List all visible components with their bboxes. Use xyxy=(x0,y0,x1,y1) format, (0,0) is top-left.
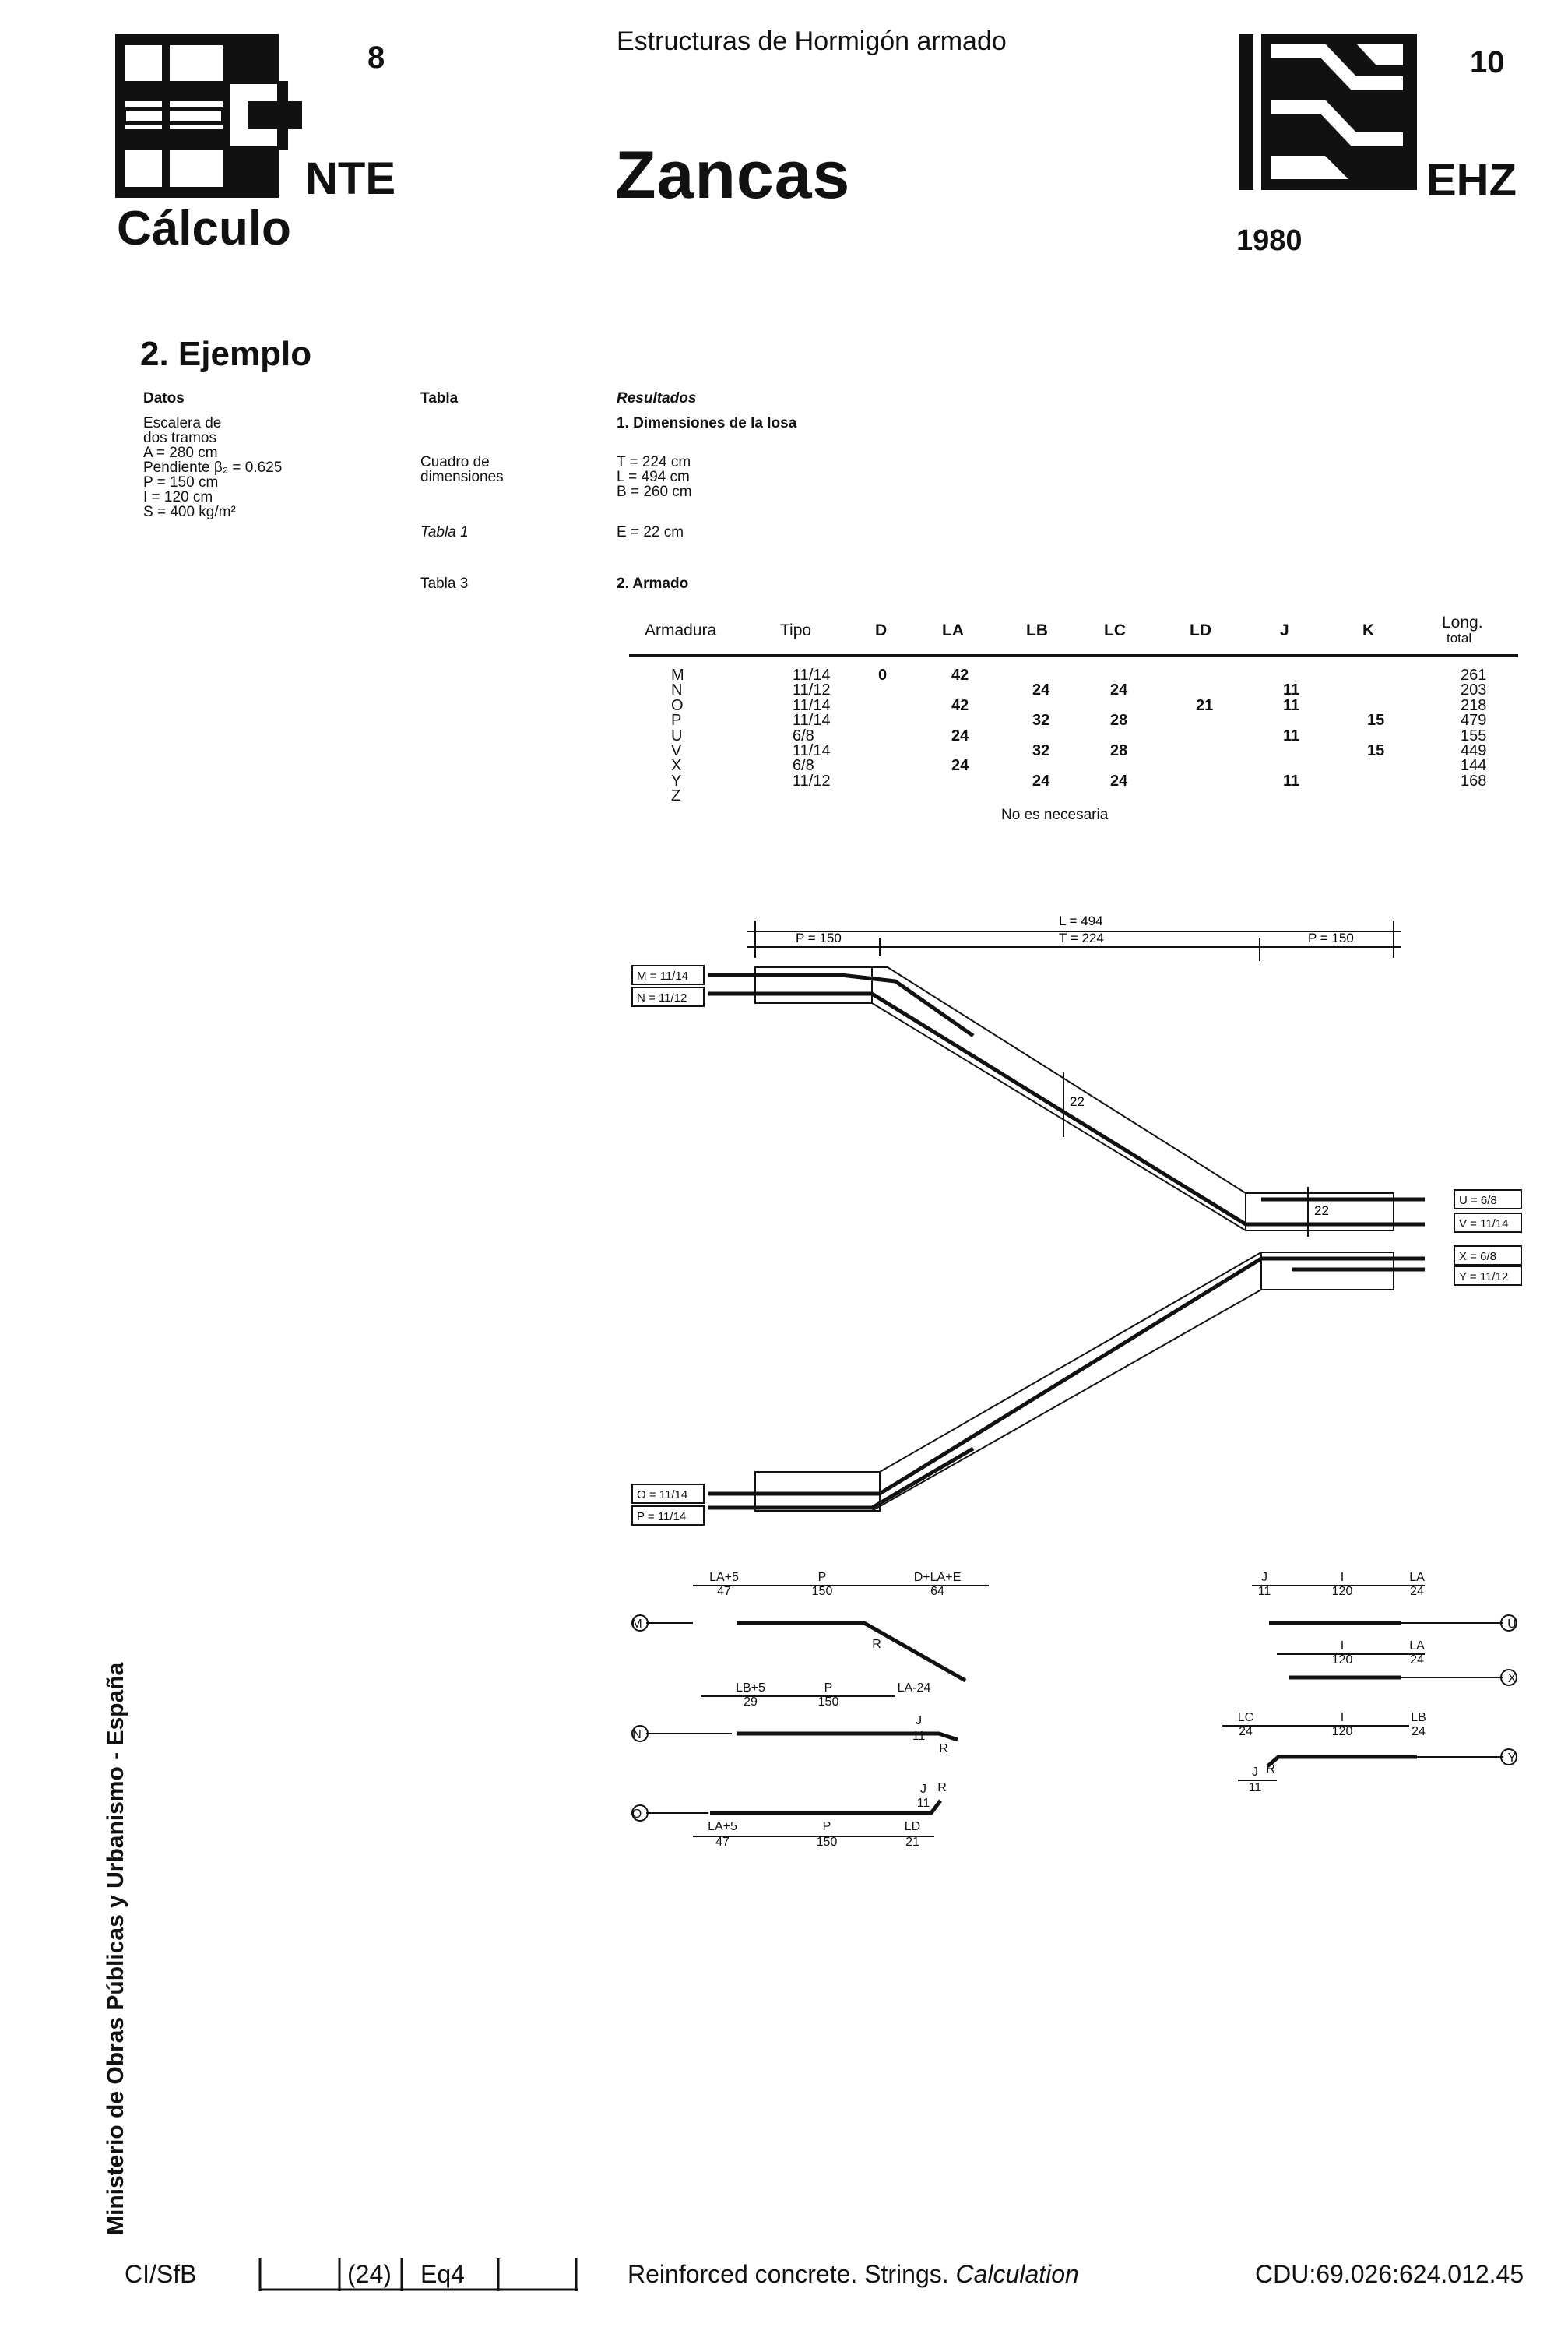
armado-cell-j: 11 xyxy=(1283,727,1300,745)
bar-m-d3: D+LA+E xyxy=(913,1571,962,1584)
resultados-label: Resultados xyxy=(617,390,697,407)
bar-x-d2: I xyxy=(1340,1639,1345,1653)
armado-cell-la: 24 xyxy=(951,757,969,775)
armado-cell-la: 42 xyxy=(951,696,969,714)
datos-line: Pendiente β₂ = 0.625 xyxy=(143,459,283,476)
page-number-right: 10 xyxy=(1470,45,1505,79)
armado-cell-la: 42 xyxy=(951,667,969,684)
bar-o-v2: 150 xyxy=(816,1836,838,1849)
section-title: 2. Ejemplo xyxy=(140,335,312,373)
bar-y-v3: 24 xyxy=(1412,1725,1426,1738)
dimensiones-block xyxy=(617,455,692,499)
armado-cell-k: 15 xyxy=(1367,742,1385,759)
bar-m-v2: 150 xyxy=(811,1585,833,1598)
footer-cisfb: CI/SfB xyxy=(125,2260,197,2288)
bar-u-d3: LA xyxy=(1409,1571,1425,1584)
col-header-lc: LC xyxy=(1104,621,1126,639)
dim-l-text: L = 494 xyxy=(1059,914,1103,928)
bar-n-r: R xyxy=(939,1742,948,1755)
bar-o-v4: 11 xyxy=(916,1797,930,1810)
tabla-label: Tabla xyxy=(420,390,459,407)
col-header-total: total xyxy=(1447,631,1472,646)
footer-cdu: CDU:69.026:624.012.45 xyxy=(1255,2260,1524,2288)
armado-cell-lc: 28 xyxy=(1110,712,1128,730)
armado-cell-armadura: X xyxy=(671,757,682,775)
bar-n-d4: J xyxy=(916,1714,922,1727)
bar-u-v3: 24 xyxy=(1410,1585,1424,1598)
bar-m-d2: P xyxy=(817,1571,827,1584)
armado-cell-tipo: 11/14 xyxy=(793,667,831,684)
bar-n-v4: 11 xyxy=(912,1730,926,1743)
armado-cell-lc: 28 xyxy=(1110,742,1128,759)
armado-cell-armadura: N xyxy=(671,681,683,699)
bar-n-d1: LB+5 xyxy=(736,1681,765,1695)
tabla1-ref: Tabla 1 xyxy=(420,524,469,540)
footer-english xyxy=(628,2260,1079,2289)
dim-line: L = 494 cm xyxy=(617,469,690,485)
bar-o-d3: LD xyxy=(904,1820,921,1833)
bar-x-v3: 24 xyxy=(1410,1653,1424,1667)
armado-cell-armadura: U xyxy=(671,727,683,745)
label-y: Y = 11/12 xyxy=(1459,1270,1509,1283)
bar-mark-n: N xyxy=(632,1728,642,1741)
label-x: X = 6/8 xyxy=(1459,1250,1496,1263)
col-header-lb: LB xyxy=(1026,621,1048,639)
footer-code-2: Eq4 xyxy=(420,2260,465,2288)
footer-english-italic: Calculation xyxy=(955,2260,1079,2288)
footer-code-1: (24) xyxy=(347,2260,392,2288)
tabla-block xyxy=(420,455,504,484)
bar-u-v1: 11 xyxy=(1257,1585,1271,1598)
armado-cell-long: 449 xyxy=(1461,742,1487,759)
bar-m-v1: 47 xyxy=(717,1585,731,1598)
col-header-tipo: Tipo xyxy=(780,621,812,639)
armado-cell-armadura: P xyxy=(671,712,682,730)
col-header-armadura: Armadura xyxy=(645,621,717,639)
dim-p1-text: P = 150 xyxy=(796,931,842,945)
bar-y-v4: 11 xyxy=(1248,1781,1262,1794)
armado-cell-d: 0 xyxy=(878,667,888,684)
armado-cell-j: 11 xyxy=(1283,772,1300,790)
subtitle: Cálculo xyxy=(117,202,291,255)
bar-x-v2: 120 xyxy=(1331,1653,1353,1667)
col-header-long: Long. xyxy=(1442,614,1483,632)
bar-u-v2: 120 xyxy=(1331,1585,1353,1598)
col-header-k: K xyxy=(1362,621,1375,639)
armado-cell-la: 24 xyxy=(951,727,969,745)
e-value: E = 22 cm xyxy=(617,524,684,540)
bar-o-d2: P xyxy=(822,1820,831,1833)
datos-line: dos tramos xyxy=(143,430,216,446)
dim-t-text: T = 224 xyxy=(1059,931,1104,945)
thickness-text-2: 22 xyxy=(1314,1203,1329,1218)
bar-y-d1: LC xyxy=(1237,1711,1254,1724)
bar-mark-u: U xyxy=(1507,1618,1517,1631)
armado-cell-lb: 32 xyxy=(1032,712,1050,730)
ehz-logo xyxy=(1239,34,1419,190)
armado-cell-lb: 24 xyxy=(1032,681,1050,699)
bar-o-d1: LA+5 xyxy=(708,1820,737,1833)
armado-cell-lb: 32 xyxy=(1032,742,1050,759)
bar-y-v1: 24 xyxy=(1239,1725,1253,1738)
label-v: V = 11/14 xyxy=(1459,1217,1509,1230)
armado-cell-tipo: 11/12 xyxy=(793,681,831,699)
armado-cell-k: 15 xyxy=(1367,712,1385,730)
label-m: M = 11/14 xyxy=(637,970,689,983)
datos-line: P = 150 cm xyxy=(143,474,219,491)
datos-block xyxy=(143,416,282,519)
dim-p2-text: P = 150 xyxy=(1308,931,1354,945)
year: 1980 xyxy=(1236,224,1303,257)
bar-m-d1: LA+5 xyxy=(709,1571,739,1584)
series-title: Estructuras de Hormigón armado xyxy=(617,26,1007,56)
armado-cell-long: 155 xyxy=(1461,727,1487,745)
datos-line: A = 280 cm xyxy=(143,445,218,461)
bar-y-d4: J xyxy=(1252,1765,1258,1779)
bar-x-d3: LA xyxy=(1409,1639,1425,1653)
dimensiones-heading: 1. Dimensiones de la losa xyxy=(617,415,797,431)
armado-cell-tipo: 6/8 xyxy=(793,757,814,775)
tabla-line: Cuadro de xyxy=(420,454,490,470)
bar-n-d3: LA-24 xyxy=(897,1681,931,1695)
dim-line: B = 260 cm xyxy=(617,484,692,500)
datos-line: Escalera de xyxy=(143,415,222,431)
datos-line: I = 120 cm xyxy=(143,489,213,505)
nte-logo xyxy=(115,34,302,198)
code-label: EHZ xyxy=(1426,155,1517,206)
col-header-ld: LD xyxy=(1190,621,1211,639)
armado-cell-long: 218 xyxy=(1461,696,1487,714)
bar-o-v3: 21 xyxy=(905,1836,919,1849)
armado-cell-lb: 24 xyxy=(1032,772,1050,790)
armado-cell-armadura: M xyxy=(671,667,684,684)
bar-mark-x: X xyxy=(1507,1672,1517,1685)
bar-o-v1: 47 xyxy=(715,1836,730,1849)
armado-cell-long: 261 xyxy=(1461,667,1487,684)
datos-label: Datos xyxy=(143,390,185,407)
armado-cell-long: 168 xyxy=(1461,772,1487,790)
bar-n-d2: P xyxy=(824,1681,833,1695)
bar-u-d2: I xyxy=(1340,1571,1345,1584)
armado-cell-long: 479 xyxy=(1461,712,1487,730)
datos-line: S = 400 kg/m² xyxy=(143,504,236,520)
armado-cell-j: 11 xyxy=(1283,696,1300,714)
armado-cell-tipo: 11/14 xyxy=(793,742,831,759)
z-note: No es necesaria xyxy=(1001,807,1109,823)
armado-cell-tipo: 11/14 xyxy=(793,712,831,730)
bar-mark-o: O xyxy=(631,1808,642,1821)
footer-english-text: Reinforced concrete. Strings. xyxy=(628,2260,956,2288)
stair-elevation-drawing xyxy=(623,903,1526,1542)
dim-line: T = 224 cm xyxy=(617,454,691,470)
armado-heading: 2. Armado xyxy=(617,576,689,592)
armado-cell-armadura: V xyxy=(671,742,682,759)
armado-cell-long: 203 xyxy=(1461,681,1487,699)
armado-cell-armadura: Z xyxy=(671,787,681,805)
bar-n-v2: 150 xyxy=(817,1695,839,1709)
page-title: Zancas xyxy=(615,138,851,213)
bar-y-d3: LB xyxy=(1411,1711,1426,1724)
col-header-d: D xyxy=(875,621,888,639)
bar-y-r: R xyxy=(1266,1762,1275,1776)
col-header-la: LA xyxy=(942,621,964,639)
bar-m-v3: 64 xyxy=(930,1585,944,1598)
armado-cell-tipo: 11/12 xyxy=(793,772,831,790)
thickness-text-1: 22 xyxy=(1070,1094,1085,1109)
armado-cell-j: 11 xyxy=(1283,681,1300,699)
table-rule xyxy=(629,654,1518,657)
bar-u-d1: J xyxy=(1261,1571,1267,1584)
bar-details-drawing xyxy=(623,1550,1526,1861)
armado-cell-lc: 24 xyxy=(1110,772,1128,790)
bar-mark-y: Y xyxy=(1507,1751,1517,1765)
col-header-j: J xyxy=(1280,621,1289,639)
armado-cell-tipo: 11/14 xyxy=(793,696,831,714)
label-p: P = 11/14 xyxy=(637,1510,687,1523)
tabla3-ref: Tabla 3 xyxy=(420,576,469,592)
page-number-left: 8 xyxy=(367,40,385,75)
bar-n-v1: 29 xyxy=(744,1695,758,1709)
label-n: N = 11/12 xyxy=(637,991,687,1005)
bar-y-d2: I xyxy=(1340,1711,1345,1724)
armado-cell-ld: 21 xyxy=(1196,696,1214,714)
bar-y-v2: 120 xyxy=(1331,1725,1353,1738)
armado-cell-armadura: Y xyxy=(671,772,682,790)
bar-m-r: R xyxy=(872,1638,881,1651)
armado-cell-tipo: 6/8 xyxy=(793,727,814,745)
label-u: U = 6/8 xyxy=(1459,1194,1497,1207)
ministry-sidebar: Ministerio de Obras Públicas y Urbanismo - España xyxy=(103,1662,128,2235)
bar-mark-m: M xyxy=(631,1618,642,1631)
armado-cell-armadura: O xyxy=(671,696,684,714)
bar-o-d4: J xyxy=(920,1783,926,1796)
armado-cell-long: 144 xyxy=(1461,757,1487,775)
bar-o-r: R xyxy=(937,1781,947,1794)
label-o: O = 11/14 xyxy=(637,1488,688,1501)
nte-label: NTE xyxy=(305,153,396,204)
tabla-line: dimensiones xyxy=(420,469,504,485)
armado-cell-lc: 24 xyxy=(1110,681,1128,699)
